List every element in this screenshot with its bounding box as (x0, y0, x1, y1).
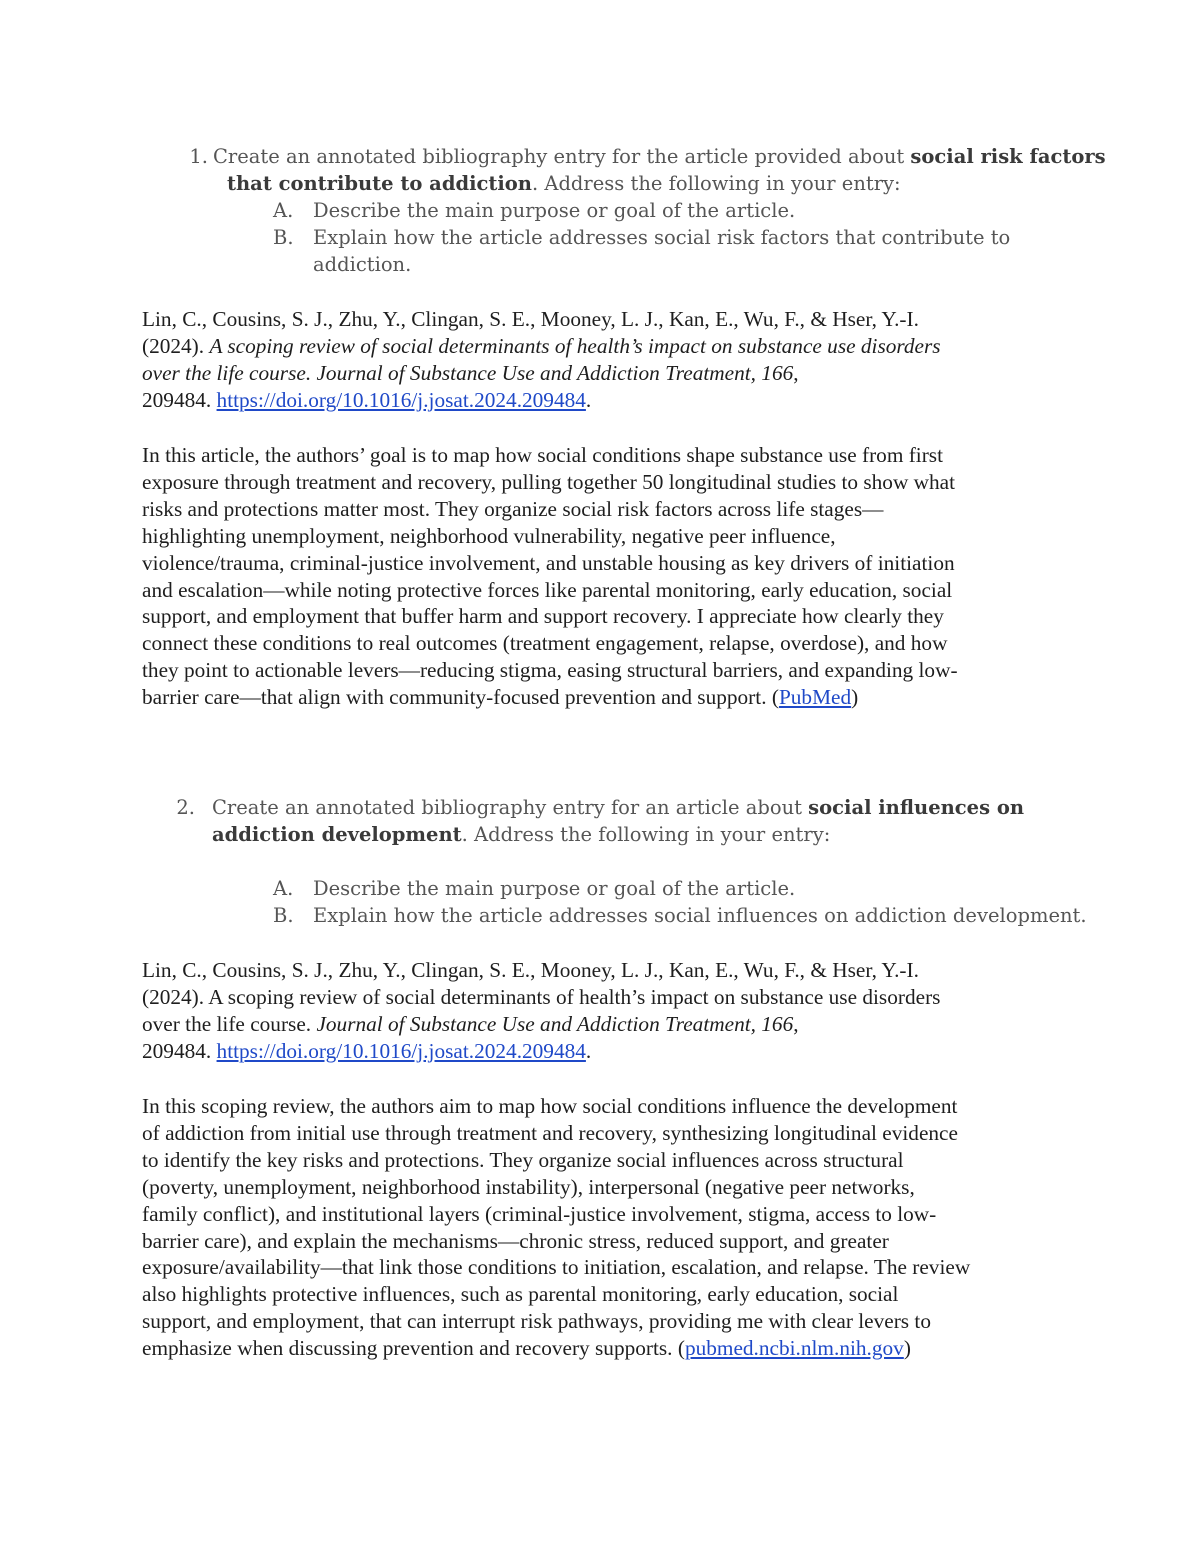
annotation-line: support, and employment that buffer harm and support recovery. I appreciate how clearly they (142, 604, 944, 629)
question-2-line-1: Create an annotated bibliography entry for an article about social influences on (212, 796, 1025, 819)
annotation-line: exposure through treatment and recovery, pulling together 50 longitudinal studies to show what (142, 469, 956, 494)
question-2-topic-part2: addiction development (212, 823, 462, 846)
item-text-continued: addiction. (313, 253, 412, 276)
citation-line-3: over the life course. Journal of Substance Use and Addiction Treatment, 166, (142, 360, 799, 385)
question-1-number: 1. (189, 145, 208, 168)
annotation-line: highlighting unemployment, neighborhood vulnerability, negative peer influence, (142, 523, 836, 548)
item-text: Describe the main purpose or goal of the article. (313, 877, 796, 900)
item-text: Explain how the article addresses social influences on addiction development. (313, 904, 1087, 927)
citation-line-4: 209484. https://doi.org/10.1016/j.josat.2024.209484. (142, 1038, 592, 1063)
citation-authors: Lin, C., Cousins, S. J., Zhu, Y., Clingan, S. E., Mooney, L. J., Kan, E., Wu, F., & Hser, Y.-I. (142, 307, 919, 331)
annotation-2 (142, 1093, 1072, 1362)
item-letter: B. (273, 904, 294, 927)
doi-link[interactable]: https://doi.org/10.1016/j.josat.2024.209484 (216, 1038, 586, 1063)
annotation-line: barrier care), and explain the mechanisms—chronic stress, reduced support, and greater (142, 1228, 889, 1253)
question-2-topic-part1: social influences on (808, 796, 1025, 819)
item-letter: A. (273, 877, 294, 900)
citation-line-2: (2024). A scoping review of social determinants of health’s impact on substance use disorders (142, 984, 941, 1009)
item-letter: B. (273, 226, 294, 249)
annotation-1 (142, 442, 1072, 711)
annotation-line: of addiction from initial use through treatment and recovery, synthesizing longitudinal evidence (142, 1120, 958, 1145)
item-letter: A. (273, 199, 294, 222)
citation-authors: Lin, C., Cousins, S. J., Zhu, Y., Clingan, S. E., Mooney, L. J., Kan, E., Wu, F., & Hser, Y.-I. (142, 958, 919, 982)
question-1-line-2: that contribute to addiction. Address the following in your entry: (227, 172, 901, 195)
question-1-topic-part2: that contribute to addiction (227, 172, 532, 195)
annotation-line: In this article, the authors’ goal is to map how social conditions shape substance use from first (142, 443, 944, 467)
citation-line-4: 209484. https://doi.org/10.1016/j.josat.2024.209484. (142, 387, 592, 412)
citation-journal: Journal of Substance Use and Addiction Treatment, 166 (316, 1011, 794, 1036)
question-2-number: 2. (176, 796, 195, 819)
annotation-line: to identify the key risks and protections. They organize social influences across structural (142, 1147, 904, 1172)
citation-2 (142, 957, 1072, 1065)
question-2-line-2: addiction development. Address the following in your entry: (212, 823, 831, 846)
annotation-line: risks and protections matter most. They organize social risk factors across life stages— (142, 496, 884, 521)
annotation-last-line: barrier care—that align with community-focused prevention and support. (PubMed) (142, 685, 859, 710)
annotation-line: connect these conditions to real outcomes (treatment engagement, relapse, overdose), and how (142, 631, 948, 656)
annotation-line: (poverty, unemployment, neighborhood instability), interpersonal (negative peer networks, (142, 1174, 915, 1199)
doi-link[interactable]: https://doi.org/10.1016/j.josat.2024.209484 (216, 387, 586, 412)
citation-line-2: (2024). A scoping review of social determinants of health’s impact on substance use disorders (142, 333, 941, 358)
source-link-pubmed-gov[interactable]: pubmed.ncbi.nlm.nih.gov (684, 1336, 904, 1361)
question-1-line-1: Create an annotated bibliography entry for the article provided about social risk factors (213, 145, 1106, 168)
annotation-line: also highlights protective influences, such as parental monitoring, early education, social (142, 1282, 899, 1307)
citation-1 (142, 306, 1072, 414)
annotation-line: violence/trauma, criminal-justice involvement, and unstable housing as key drivers of initiation (142, 550, 955, 575)
annotation-line: support, and employment, that can interrupt risk pathways, providing me with clear levers to (142, 1309, 931, 1334)
citation-line-3: over the life course. Journal of Substance Use and Addiction Treatment, 166, (142, 1011, 799, 1036)
annotation-line: family conflict), and institutional layers (criminal-justice involvement, stigma, access to low- (142, 1201, 937, 1226)
annotation-last-line: emphasize when discussing prevention and recovery supports. (pubmed.ncbi.nlm.nih.gov) (142, 1336, 911, 1361)
annotation-line: and escalation—while noting protective forces like parental monitoring, early education, social (142, 577, 953, 602)
item-text: Explain how the article addresses social risk factors that contribute to (313, 226, 1011, 249)
annotation-line: exposure/availability—that link those conditions to initiation, escalation, and relapse. The review (142, 1255, 971, 1280)
source-link-pubmed[interactable]: PubMed (778, 685, 852, 710)
citation-journal: Journal of Substance Use and Addiction Treatment, 166 (316, 360, 794, 385)
citation-title: A scoping review of social determinants of health’s impact on substance use disorders (209, 333, 941, 358)
item-text: Describe the main purpose or goal of the article. (313, 199, 796, 222)
annotation-line: In this scoping review, the authors aim to map how social conditions influence the development (142, 1094, 958, 1118)
annotation-line: they point to actionable levers—reducing stigma, easing structural barriers, and expanding low- (142, 658, 958, 683)
question-1-topic-part1: social risk factors (910, 145, 1106, 168)
